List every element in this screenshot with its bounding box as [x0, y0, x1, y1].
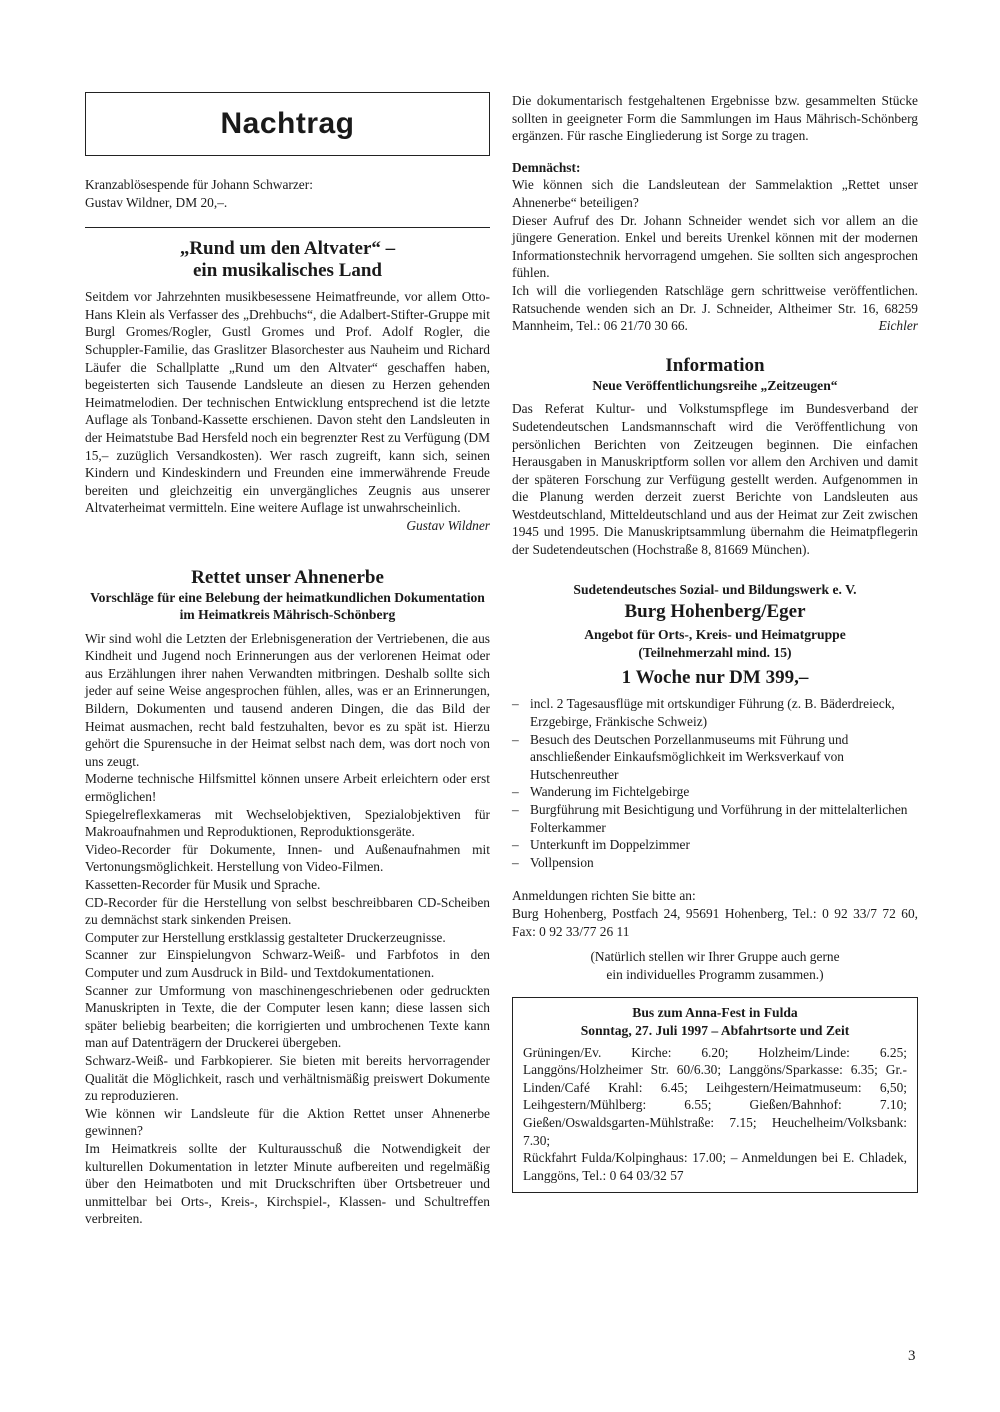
- demnaechst-paragraph: Dieser Aufruf des Dr. Johann Schneider wendet sich vor allem an die jüngere Generation. Enkel und bereits Urenkel können mit der modernen Informationstechnik hervorragend umgehen. Sie sollten sich angesprochen fühlen.: [512, 212, 918, 281]
- hohenberg-price: 1 Woche nur DM 399,–: [621, 667, 809, 689]
- ahnenerbe-subtitle: Vorschläge für eine Belebung der heimatkundlichen Dokumentation im Heimatkreis Mährisch-Schönberg: [90, 589, 485, 623]
- ahnenerbe-paragraph-continued: Im Heimatkreis sollte der Kulturausschuß die Notwendigkeit der kulturellen Dokumentation in letzter Minute aufbereiten und regelmäßig über den Heimatboten und mit Druckschriften über Ortsbetreuer und unmittelbar bei Orts-, Kreis-, Kirchspiel-, Klassen- und Schultreffen verbreiten.: [85, 1140, 490, 1227]
- ahnenerbe-paragraph: Spiegelreflexkameras mit Wechselobjektiven, Spezialobjektiven für Makroaufnahmen und Reproduktionen, Reproduktionsgeräte.: [85, 806, 490, 840]
- bus-info-box: [512, 997, 918, 1193]
- bus-return: Rückfahrt Fulda/Kolpinghaus: 17.00; – Anmeldungen bei E. Chladek, Langgöns, Tel.: 0 64 03/32 57: [523, 1150, 907, 1183]
- hohenberg-title: Burg Hohenberg/Eger: [624, 601, 806, 623]
- hohenberg-offer-line1: Angebot für Orts-, Kreis- und Heimatgruppe: [584, 627, 846, 643]
- ahnenerbe-paragraph: Computer zur Herstellung erstklassig gestalteter Druckerzeugnisse.: [85, 929, 446, 945]
- hohenberg-contact: Burg Hohenberg, Postfach 24, 95691 Hohenberg, Tel.: 0 92 33/7 72 60, Fax: 0 92 33/77 26 11: [512, 905, 918, 939]
- hohenberg-note-line1: (Natürlich stellen wir Ihrer Gruppe auch gerne: [590, 949, 840, 965]
- right-column: [512, 92, 918, 1193]
- ahnenerbe-paragraph: Video-Recorder für Dokumente, Innen- und Außenaufnahmen mit Vertonungsmöglichkeit. Herstellung von Video-Filmen.: [85, 841, 490, 875]
- hohenberg-offer-line2: (Teilnehmerzahl mind. 15): [638, 644, 792, 660]
- altvater-title-line2: ein musikalisches Land: [193, 260, 382, 282]
- ahnenerbe-paragraph: Wie können wir Landsleute für die Aktion Rettet unser Ahnenerbe gewinnen?: [85, 1105, 490, 1139]
- ahnenerbe-paragraph: Scanner zur Einspielungvon Schwarz-Weiß- und Farbfotos in den Computer und zum Ausdruck in Bild- und Textdokumentationen.: [85, 947, 490, 980]
- ahnenerbe-paragraph: Schwarz-Weiß- und Farbkopierer. Sie bieten mit bereits hervorragender Qualität die Möglichkeit, rasch und verhältnismäßig preiswert Dokumente zu reproduzieren.: [85, 1052, 490, 1104]
- bus-stops: Grüningen/Ev. Kirche: 6.20; Holzheim/Linde: 6.25; Langgöns/Holzheimer Str. 60/6.30; Langgöns/Sparkasse: 6.35; Gr.-Linden/Café Krahl: 6.45; Leihgestern/Heimatmuseum: 6,50; Leihgestern/Mühlberg: 6.55; Gießen/Bahnhof: 7.10; Gießen/Oswaldsgarten-Mühlstraße: 7.15; Heuchelheim/Volksbank: 7.30;: [523, 1044, 907, 1148]
- information-subtitle: Neue Veröffentlichungsreihe „Zeitzeugen“: [592, 377, 838, 393]
- ahnenerbe-paragraph: Scanner zur Umformung von maschinengeschriebenen oder gedruckten Manuskripten in Texte, die der Computer lesen kann; diese lassen sich später beliebig bearbeiten; die korrigierten und umbrochenen Texte kann man auf Datenträgern der Druckerei übergeben.: [85, 982, 490, 1051]
- page-number: 3: [908, 1348, 916, 1364]
- nachtrag-note: [85, 176, 490, 211]
- left-column: [85, 92, 490, 1228]
- list-item: – Vollpension: [512, 854, 918, 872]
- altvater-title-line1: „Rund um den Altvater“ –: [179, 238, 396, 260]
- nachtrag-title-box: [85, 92, 490, 156]
- nachtrag-title: Nachtrag: [220, 107, 355, 141]
- ahnenerbe-paragraph: Moderne technische Hilfsmittel können unsere Arbeit erleichtern oder erst ermöglichen!: [85, 771, 490, 805]
- list-item: – incl. 2 Tagesausflüge mit ortskundiger Führung (z. B. Bäderdreieck, Erzgebirge, Fränkische Schweiz): [512, 695, 918, 730]
- hohenberg-org: Sudetendeutsches Sozial- und Bildungswerk e. V.: [573, 581, 857, 597]
- nachtrag-note-line1: Kranzablösespende für Johann Schwarzer:: [85, 177, 313, 192]
- ahnenerbe-paragraph: CD-Recorder für die Herstellung von selbst beschreibbaren CD-Scheiben zu demnächst stark sinkenden Preisen.: [85, 894, 490, 928]
- list-item: – Wanderung im Fichtelgebirge: [512, 783, 918, 801]
- list-item: – Burgführung mit Besichtigung und Vorführung in der mittelalterlichen Folterkammer: [512, 801, 918, 836]
- ahnenerbe-paragraph: Die dokumentarisch festgehaltenen Ergebnisse bzw. gesammelten Stücke sollten in geeigneter Form die Sammlungen im Haus Mährisch-Schönberg ergänzen. Für rasche Eingliederung ist Sorge zu tragen.: [512, 93, 918, 144]
- ahnenerbe-title: Rettet unser Ahnenerbe: [191, 566, 384, 588]
- ahnenerbe-paragraph: Kassetten-Recorder für Musik und Sprache.: [85, 877, 321, 892]
- altvater-signature: Gustav Wildner: [406, 517, 490, 533]
- demnaechst-paragraph: Wie können sich die Landsleutean der Sammelaktion „Rettet unser Ahnenerbe“ beteiligen?: [512, 177, 918, 210]
- bus-title-line1: Bus zum Anna-Fest in Fulda: [632, 1005, 798, 1021]
- hohenberg-note-line2: ein individuelles Programm zusammen.): [606, 966, 824, 982]
- list-item: – Besuch des Deutschen Porzellanmuseums mit Führung und anschließender Einkaufsmöglichkeit im Werksverkauf von Hutschenreuther: [512, 731, 918, 784]
- hohenberg-feature-list: [512, 695, 918, 871]
- ahnenerbe-paragraph: Wir sind wohl die Letzten der Erlebnisgeneration der Vertriebenen, die aus Kindheit und Jugend noch Erinnerungen aus der verlorenen Heimat oder aus Erzählungen ihrer nahen Verwandten mitbringen. Deshalb sollte sich jeder auf seine Weise angesprochen fühlen, alles, was er an Erinnerungen, Bildern, Dokumenten und tausend anderen Dingen, die das Bild der Heimat ausmachen, recht bald festzuhalten, bevor es zu spät ist. Hierzu gehört die Spurensuche in der Heimat selbst nach dem, was dort noch von uns zeugt.: [85, 630, 490, 769]
- demnaechst-paragraph: [512, 282, 918, 335]
- demnaechst-text: Ich will die vorliegenden Ratschläge gern schrittweise veröffentlichen. Ratsuchende wenden sich an Dr. J. Schneider, Altheimer Str. 16, 68259 Mannheim, Tel.: 06 21/70 30 66.: [512, 282, 918, 334]
- altvater-body: Seitdem vor Jahrzehnten musikbesessene Heimatfreunde, vor allem Otto-Hans Klein als Verfasser des „Drehbuchs“, die Adalbert-Stifter-Gruppe mit Burgl Gromes/Rogler, Gustl Gromes und Prof. Adolf Rogler, die Schuppler-Familie, das Graslitzer Blasorchester aus Nauheim und Richard Läufer die Schallplatte „Rund um den Altvater“ geschaffen haben, begeisterten sich Tausende Landsleute an diesen zu Herzen gehenden Heimatmelodien. Der technischen Entwicklung entsprechend ist die letzte Auflage als Tonband-Kassette erschienen. Davon steht den Landsleuten in der Heimatstube Bad Hersfeld noch ein begrenzter Rest zu Verfügung (DM 15,– zuzüglich Versandkosten). Wer rasch zugreift, kann sich, seinen Kindern und Kindeskindern und Freunden eine immerwährende Freude bereiten und gleichzeitig ein unvergängliches Zeugnis aus unserer Altvaterheimat vermitteln. Eine weitere Auflage ist unwahrscheinlich.: [85, 289, 490, 516]
- information-title: Information: [665, 354, 765, 376]
- nachtrag-note-line2: Gustav Wildner, DM 20,–.: [85, 194, 228, 210]
- list-item: – Unterkunft im Doppelzimmer: [512, 836, 918, 854]
- section-divider: [85, 227, 490, 228]
- information-body: Das Referat Kultur- und Volkstumspflege im Bundesverband der Sudetendeutschen Landsmannschaft wird die Veröffentlichung von persönlichen Berichten von Zeitzeugen beginnen. Die einfachen Herausgaben in Manuskriptform sollen vor allem den Archiven und damit der späteren Forschung zur Verfügung gestellt werden. Aufgenommen in die Planung werden derzeit zuerst Berichte von Landsleuten aus Westdeutschland, Mitteldeutschland und aus der Heimat zur Zeit zwischen 1945 und 1995. Die Manuskriptsammlung übernahm die Heimatpflegerin der Sudetendeutschen (Hochstraße 8, 81669 München).: [512, 401, 918, 558]
- demnaechst-label: Demnächst:: [512, 159, 581, 175]
- hohenberg-contact-intro: Anmeldungen richten Sie bitte an:: [512, 888, 696, 904]
- bus-title-line2: Sonntag, 27. Juli 1997 – Abfahrtsorte und Zeit: [580, 1022, 850, 1038]
- ahnenerbe-signature: Eichler: [878, 318, 918, 334]
